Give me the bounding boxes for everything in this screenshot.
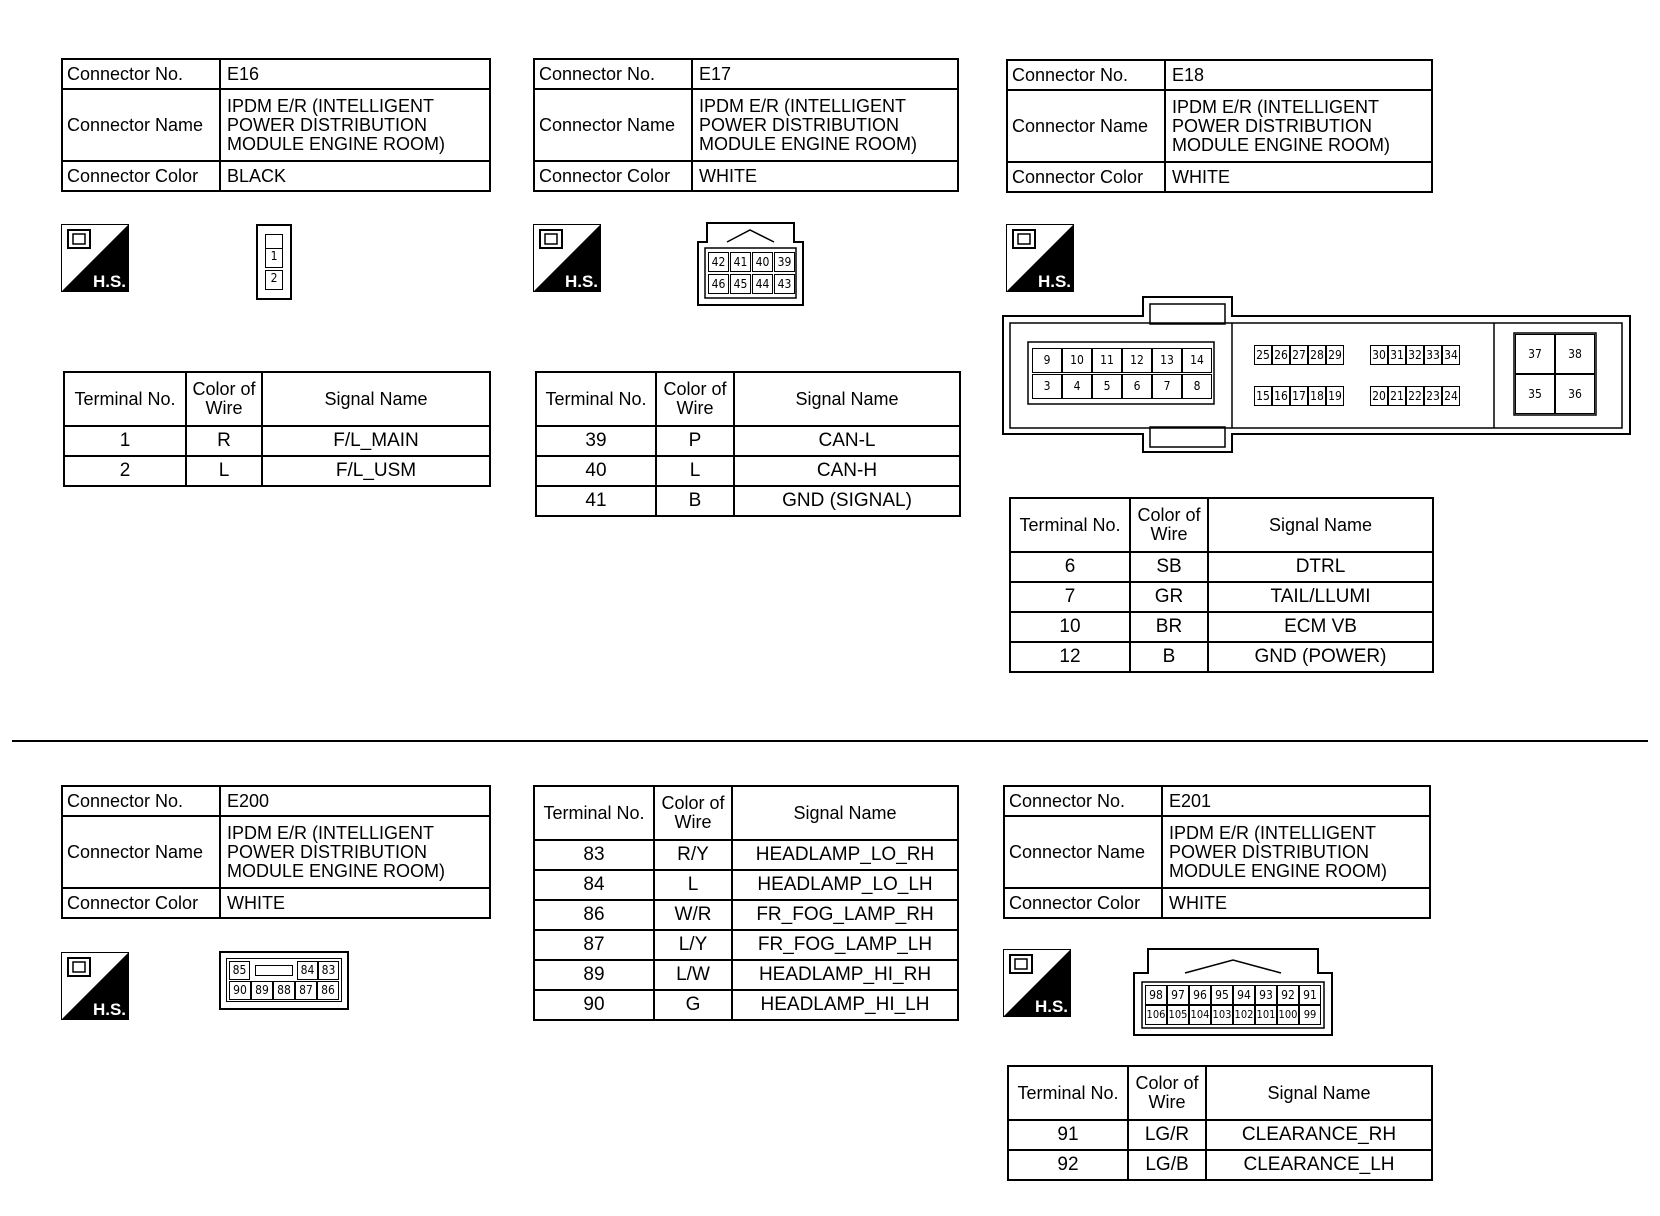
pin: 16 bbox=[1272, 386, 1290, 406]
pin: 102 bbox=[1233, 1005, 1255, 1025]
e17-connector-no: E17 bbox=[692, 59, 958, 89]
table-row: 6 SB DTRL bbox=[1010, 552, 1433, 582]
e201-connector-face bbox=[1133, 948, 1333, 1036]
pin: 8 bbox=[1182, 374, 1212, 399]
pin: 84 bbox=[297, 961, 318, 980]
terminal-no-header: Terminal No. bbox=[1008, 1066, 1128, 1120]
e16-terminal-table bbox=[63, 371, 491, 487]
pin: 21 bbox=[1388, 386, 1406, 406]
e201-connector-name-label: Connector Name bbox=[1004, 816, 1162, 888]
e16-connector-no: E16 bbox=[220, 59, 490, 89]
pin: 14 bbox=[1182, 348, 1212, 373]
table-row: 86 W/R FR_FOG_LAMP_RH bbox=[534, 900, 958, 930]
pin: 86 bbox=[317, 981, 339, 1000]
e201-connector-no-label: Connector No. bbox=[1004, 786, 1162, 816]
table-row: 92 LG/B CLEARANCE_LH bbox=[1008, 1150, 1432, 1180]
e201-connector-color: WHITE bbox=[1162, 888, 1430, 918]
e200-connector-name: IPDM E/R (INTELLIGENT POWER DISTRIBUTION MODULE ENGINE ROOM) bbox=[220, 816, 490, 888]
section-divider bbox=[12, 740, 1648, 742]
table-row: 12 B GND (POWER) bbox=[1010, 642, 1433, 672]
e17-terminal-table bbox=[535, 371, 961, 517]
pin: 45 bbox=[730, 274, 751, 294]
pin: 87 bbox=[295, 981, 317, 1000]
color-of-wire-header: Color of Wire bbox=[656, 372, 734, 426]
pin: 26 bbox=[1272, 345, 1290, 365]
color-of-wire-header: Color of Wire bbox=[1130, 498, 1208, 552]
e18-connector-color: WHITE bbox=[1165, 162, 1432, 192]
e201-connector-no: E201 bbox=[1162, 786, 1430, 816]
e16-connector-face bbox=[256, 224, 292, 300]
table-row: 1 R F/L_MAIN bbox=[64, 426, 490, 456]
pin: 95 bbox=[1211, 985, 1233, 1005]
color-of-wire-header: Color of Wire bbox=[654, 786, 732, 840]
pin: 93 bbox=[1255, 985, 1277, 1005]
pin: 44 bbox=[752, 274, 773, 294]
pin: 31 bbox=[1388, 345, 1406, 365]
pin: 33 bbox=[1424, 345, 1442, 365]
pin: 90 bbox=[229, 981, 251, 1000]
pin: 11 bbox=[1092, 348, 1122, 373]
e200-info-table bbox=[61, 785, 491, 919]
signal-name-header: Signal Name bbox=[734, 372, 960, 426]
pin: 20 bbox=[1370, 386, 1388, 406]
pin: 104 bbox=[1189, 1005, 1211, 1025]
pin: 89 bbox=[251, 981, 273, 1000]
e18-connector-face bbox=[1002, 296, 1632, 454]
pin: 106 bbox=[1145, 1005, 1167, 1025]
pin: 23 bbox=[1424, 386, 1442, 406]
pin: 32 bbox=[1406, 345, 1424, 365]
pin: 42 bbox=[708, 252, 729, 272]
pin: 92 bbox=[1277, 985, 1299, 1005]
table-row: 39 P CAN-L bbox=[536, 426, 960, 456]
terminal-no-header: Terminal No. bbox=[64, 372, 186, 426]
e16-info-table bbox=[61, 58, 491, 192]
pin: 10 bbox=[1062, 348, 1092, 373]
terminal-no-header: Terminal No. bbox=[1010, 498, 1130, 552]
e18-terminal-table bbox=[1009, 497, 1434, 673]
pin: 101 bbox=[1255, 1005, 1277, 1025]
signal-name-header: Signal Name bbox=[1206, 1066, 1432, 1120]
e16-connector-no-label: Connector No. bbox=[62, 59, 220, 89]
pin: 98 bbox=[1145, 985, 1167, 1005]
pin: 97 bbox=[1167, 985, 1189, 1005]
table-row: 2 L F/L_USM bbox=[64, 456, 490, 486]
e201-info-table bbox=[1003, 785, 1431, 919]
color-of-wire-header: Color of Wire bbox=[1128, 1066, 1206, 1120]
table-row: 83 R/Y HEADLAMP_LO_RH bbox=[534, 840, 958, 870]
table-row: 91 LG/R CLEARANCE_RH bbox=[1008, 1120, 1432, 1150]
harness-side-label: H.S. bbox=[92, 1000, 126, 1019]
e17-connector-name-label: Connector Name bbox=[534, 89, 692, 161]
e200-terminal-table bbox=[533, 785, 959, 1021]
table-row: 41 B GND (SIGNAL) bbox=[536, 486, 960, 516]
pin: 36 bbox=[1555, 374, 1595, 414]
pin: 96 bbox=[1189, 985, 1211, 1005]
pin: 94 bbox=[1233, 985, 1255, 1005]
e18-info-table bbox=[1006, 59, 1433, 193]
harness-side-icon bbox=[1003, 949, 1071, 1017]
table-row: 40 L CAN-H bbox=[536, 456, 960, 486]
e17-connector-color-label: Connector Color bbox=[534, 161, 692, 191]
pin: 103 bbox=[1211, 1005, 1233, 1025]
pin: 5 bbox=[1092, 374, 1122, 399]
pin: 18 bbox=[1308, 386, 1326, 406]
pin: 100 bbox=[1277, 1005, 1299, 1025]
pin: 13 bbox=[1152, 348, 1182, 373]
pin: 34 bbox=[1442, 345, 1460, 365]
e18-connector-name: IPDM E/R (INTELLIGENT POWER DISTRIBUTION MODULE ENGINE ROOM) bbox=[1165, 90, 1432, 162]
table-row: 84 L HEADLAMP_LO_LH bbox=[534, 870, 958, 900]
pin: 43 bbox=[774, 274, 795, 294]
pin: 85 bbox=[229, 961, 250, 980]
terminal-no-header: Terminal No. bbox=[534, 786, 654, 840]
pin: 12 bbox=[1122, 348, 1152, 373]
pin: 1 bbox=[265, 248, 283, 268]
e17-info-table bbox=[533, 58, 959, 192]
e16-connector-name: IPDM E/R (INTELLIGENT POWER DISTRIBUTION MODULE ENGINE ROOM) bbox=[220, 89, 490, 161]
e200-connector-color-label: Connector Color bbox=[62, 888, 220, 918]
pin: 17 bbox=[1290, 386, 1308, 406]
pin: 30 bbox=[1370, 345, 1388, 365]
pin: 19 bbox=[1326, 386, 1344, 406]
pin: 88 bbox=[273, 981, 295, 1000]
signal-name-header: Signal Name bbox=[732, 786, 958, 840]
pin: 4 bbox=[1062, 374, 1092, 399]
e18-connector-color-label: Connector Color bbox=[1007, 162, 1165, 192]
e18-connector-no: E18 bbox=[1165, 60, 1432, 90]
pin: 83 bbox=[318, 961, 339, 980]
e17-connector-name: IPDM E/R (INTELLIGENT POWER DISTRIBUTION MODULE ENGINE ROOM) bbox=[692, 89, 958, 161]
table-row: 10 BR ECM VB bbox=[1010, 612, 1433, 642]
e16-connector-name-label: Connector Name bbox=[62, 89, 220, 161]
e200-connector-name-label: Connector Name bbox=[62, 816, 220, 888]
table-row: 89 L/W HEADLAMP_HI_RH bbox=[534, 960, 958, 990]
pin: 46 bbox=[708, 274, 729, 294]
table-row: 90 G HEADLAMP_HI_LH bbox=[534, 990, 958, 1020]
pin: 39 bbox=[774, 252, 795, 272]
e16-connector-color: BLACK bbox=[220, 161, 490, 191]
e200-connector-color: WHITE bbox=[220, 888, 490, 918]
pin: 9 bbox=[1032, 348, 1062, 373]
pin: 38 bbox=[1555, 334, 1595, 374]
pin: 35 bbox=[1515, 374, 1555, 414]
harness-side-icon bbox=[61, 952, 129, 1020]
harness-side-icon bbox=[1006, 224, 1074, 292]
e16-connector-color-label: Connector Color bbox=[62, 161, 220, 191]
signal-name-header: Signal Name bbox=[262, 372, 490, 426]
pin: 22 bbox=[1406, 386, 1424, 406]
pin: 24 bbox=[1442, 386, 1460, 406]
harness-side-icon bbox=[61, 224, 129, 292]
pin: 105 bbox=[1167, 1005, 1189, 1025]
e200-connector-no-label: Connector No. bbox=[62, 786, 220, 816]
pin: 2 bbox=[265, 270, 283, 290]
color-of-wire-header: Color of Wire bbox=[186, 372, 262, 426]
e17-connector-no-label: Connector No. bbox=[534, 59, 692, 89]
pin: 25 bbox=[1254, 345, 1272, 365]
pin: 28 bbox=[1308, 345, 1326, 365]
e201-terminal-table bbox=[1007, 1065, 1433, 1181]
table-row: 87 L/Y FR_FOG_LAMP_LH bbox=[534, 930, 958, 960]
signal-name-header: Signal Name bbox=[1208, 498, 1433, 552]
e200-connector-no: E200 bbox=[220, 786, 490, 816]
e201-connector-color-label: Connector Color bbox=[1004, 888, 1162, 918]
e18-connector-name-label: Connector Name bbox=[1007, 90, 1165, 162]
harness-side-label: H.S. bbox=[564, 272, 598, 291]
e17-connector-color: WHITE bbox=[692, 161, 958, 191]
e17-connector-face bbox=[697, 222, 804, 306]
pin: 27 bbox=[1290, 345, 1308, 365]
pin: 40 bbox=[752, 252, 773, 272]
e201-connector-name: IPDM E/R (INTELLIGENT POWER DISTRIBUTION MODULE ENGINE ROOM) bbox=[1162, 816, 1430, 888]
harness-side-label: H.S. bbox=[1037, 272, 1071, 291]
pin: 3 bbox=[1032, 374, 1062, 399]
pin: 6 bbox=[1122, 374, 1152, 399]
pin: 15 bbox=[1254, 386, 1272, 406]
e18-connector-no-label: Connector No. bbox=[1007, 60, 1165, 90]
pin: 99 bbox=[1299, 1005, 1321, 1025]
harness-side-icon bbox=[533, 224, 601, 292]
table-row: 7 GR TAIL/LLUMI bbox=[1010, 582, 1433, 612]
e200-connector-face bbox=[219, 951, 349, 1010]
terminal-no-header: Terminal No. bbox=[536, 372, 656, 426]
pin: 41 bbox=[730, 252, 751, 272]
harness-side-label: H.S. bbox=[92, 272, 126, 291]
harness-side-label: H.S. bbox=[1034, 997, 1068, 1016]
pin: 37 bbox=[1515, 334, 1555, 374]
pin: 7 bbox=[1152, 374, 1182, 399]
pin: 91 bbox=[1299, 985, 1321, 1005]
pin: 29 bbox=[1326, 345, 1344, 365]
